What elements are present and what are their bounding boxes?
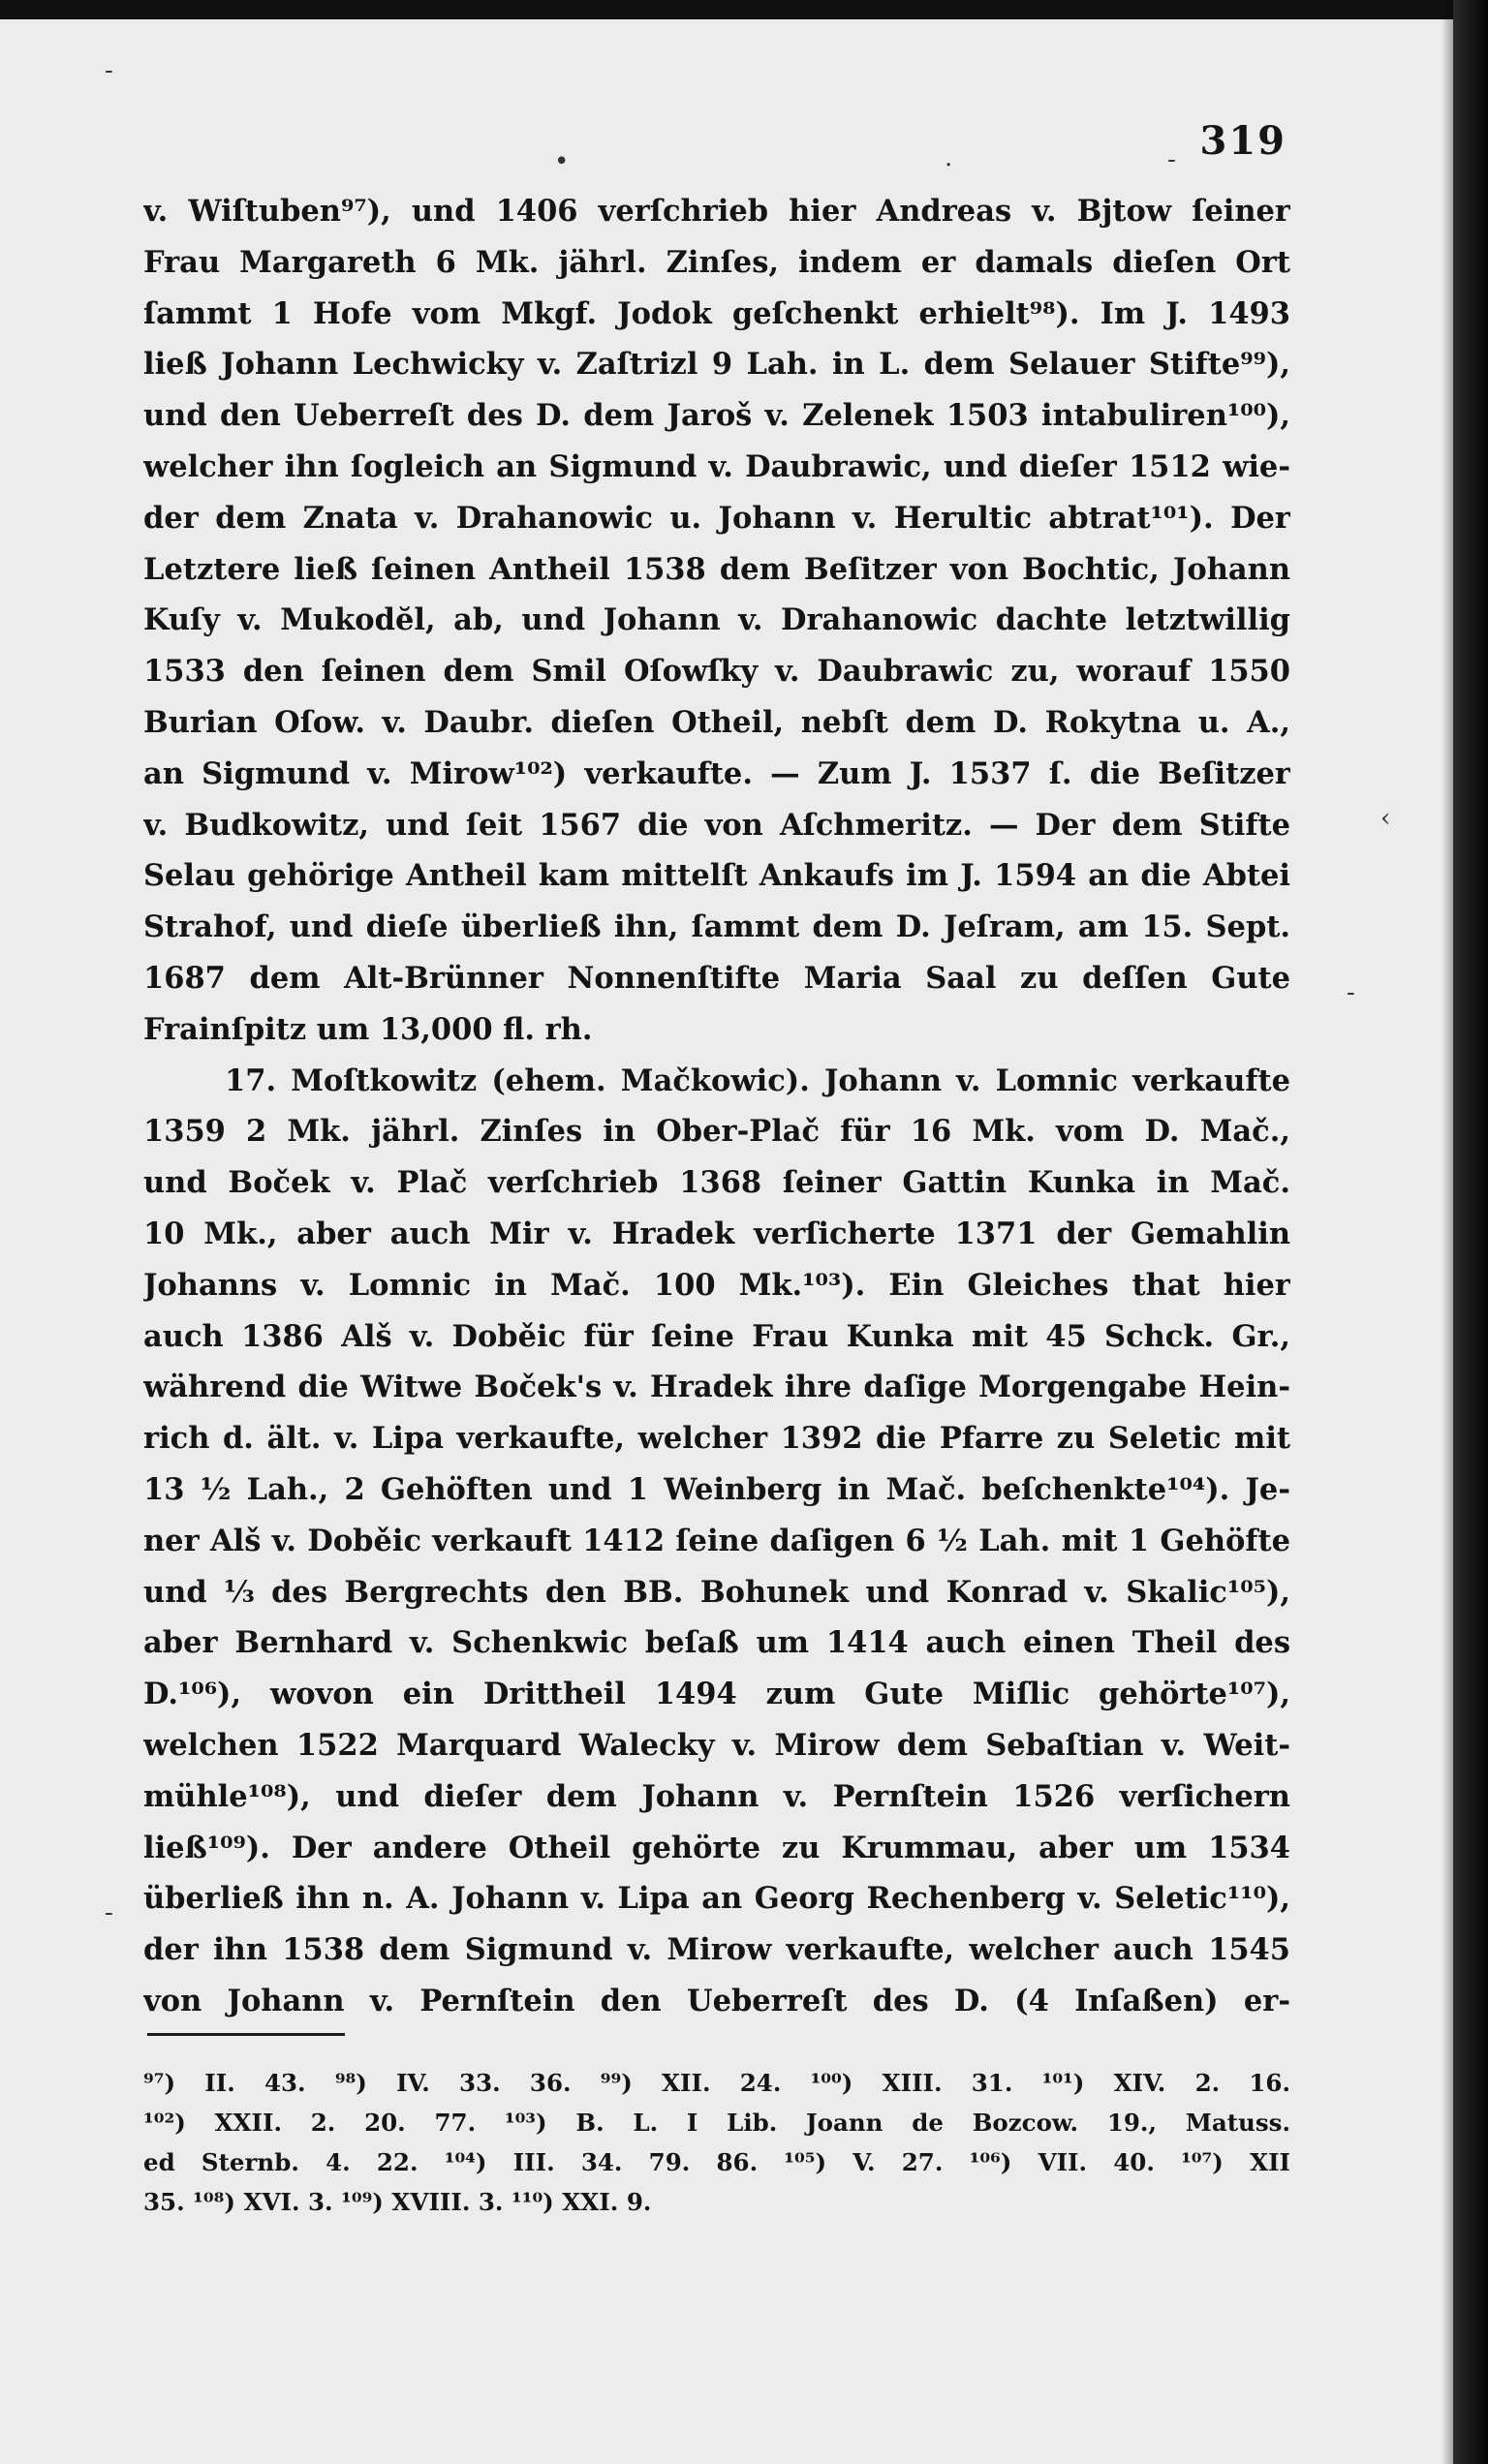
footnote-line: 35. ¹⁰⁸) XVI. 3. ¹⁰⁹) XVIII. 3. ¹¹⁰) XXI. 9. [143, 2188, 652, 2216]
text-line: 1687 dem Alt-Brünner Nonnenſtifte Maria Saal zu deſſen Gute [143, 960, 1290, 996]
text-line: welchen 1522 Marquard Walecky v. Mirow dem Sebaſtian v. Weit- [143, 1727, 1290, 1763]
text-line: rich d. ält. v. Lipa verkaufte, welcher 1392 die Pfarre zu Seletic mit [143, 1421, 1290, 1457]
text-line: Burian Oſow. v. Daubr. dieſen Otheil, nebſt dem D. Rokytna u. A., [143, 704, 1290, 740]
text-line: Johanns v. Lomnic in Mač. 100 Mk.¹⁰³). Ein Gleiches that hier [143, 1267, 1290, 1303]
scan-right-edge [1453, 0, 1488, 2464]
text-line: Kuſy v. Mukodĕl, ab, und Johann v. Drahanowic dachte letztwillig [143, 602, 1290, 638]
text-line: und Boček v. Plač verſchrieb 1368 ſeiner Gattin Kunka in Mač. [143, 1165, 1290, 1201]
footnote-line: ed Sternb. 4. 22. ¹⁰⁴) III. 34. 79. 86. ¹⁰⁵) V. 27. ¹⁰⁶) VII. 40. ¹⁰⁷) XII [143, 2148, 1290, 2176]
main-text [143, 186, 1290, 2027]
footnotes [143, 2063, 1290, 2222]
text-line: ließ¹⁰⁹). Der andere Otheil gehörte zu Krummau, aber um 1534 [143, 1830, 1290, 1865]
stray-mark: - [105, 1898, 113, 1927]
text-line: auch 1386 Alš v. Doběic für ſeine Frau Kunka mit 45 Schck. Gr., [143, 1318, 1290, 1354]
text-line: 1359 2 Mk. jährl. Zinſes in Ober-Plač für 16 Mk. vom D. Mač., [143, 1114, 1290, 1150]
text-line: Strahof, und dieſe überließ ihn, ſammt dem D. Jeſram, am 15. Sept. [143, 909, 1290, 945]
text-line: aber Bernhard v. Schenkwic beſaß um 1414 auch einen Theil des [143, 1625, 1290, 1661]
stray-mark: - [1167, 145, 1176, 174]
footnote-line: ¹⁰²) XXII. 2. 20. 77. ¹⁰³) B. L. I Lib. Joann de Bozcow. 19., Matuss. [143, 2109, 1290, 2137]
text-line: während die Witwe Boček's v. Hradek ihre daſige Morgengabe Hein- [143, 1370, 1290, 1405]
scan-top-edge [0, 0, 1488, 19]
text-line: welcher ihn ſogleich an Sigmund v. Daubrawic, und dieſer 1512 wie- [143, 448, 1290, 484]
stray-mark: . [945, 143, 953, 172]
stray-mark: - [1347, 978, 1355, 1007]
footnote-line: ⁹⁷) II. 43. ⁹⁸) IV. 33. 36. ⁹⁹) XII. 24. ¹⁰⁰) XIII. 31. ¹⁰¹) XIV. 2. 16. [143, 2069, 1290, 2097]
text-line: Letztere ließ ſeinen Antheil 1538 dem Beſitzer von Bochtic, Johann [143, 551, 1290, 587]
page-number: 319 [1199, 118, 1286, 164]
text-line: ließ Johann Lechwicky v. Zaſtrizl 9 Lah. in L. dem Selauer Stifte⁹⁹), [143, 347, 1290, 383]
stray-mark: ‹ [1380, 804, 1391, 833]
text-line: und den Ueberreſt des D. dem Jaroš v. Zelenek 1503 intabuliren¹⁰⁰), [143, 398, 1290, 434]
text-line: D.¹⁰⁶), wovon ein Drittheil 1494 zum Gute Miſlic gehörte¹⁰⁷), [143, 1677, 1290, 1712]
text-line: ſammt 1 Hofe vom Mkgf. Jodok geſchenkt erhielt⁹⁸). Im J. 1493 [143, 295, 1290, 331]
text-line: an Sigmund v. Mirow¹⁰²) verkaufte. — Zum J. 1537 ſ. die Beſitzer [143, 755, 1290, 791]
stray-mark: - [105, 56, 113, 85]
text-line: Selau gehörige Antheil kam mittelſt Ankaufs im J. 1594 an die Abtei [143, 858, 1290, 894]
text-line: überließ ihn n. A. Johann v. Lipa an Georg Rechenberg v. Seletic¹¹⁰), [143, 1881, 1290, 1917]
text-line: 10 Mk., aber auch Mir v. Hradek verſicherte 1371 der Gemahlin [143, 1216, 1290, 1251]
text-line: der ihn 1538 dem Sigmund v. Mirow verkaufte, welcher auch 1545 [143, 1932, 1290, 1968]
text-line: 13 ½ Lah., 2 Gehöften und 1 Weinberg in Mač. beſchenkte¹⁰⁴). Je- [143, 1471, 1290, 1507]
text-line: v. Budkowitz, und ſeit 1567 die von Aſchmeritz. — Der dem Stifte [143, 807, 1290, 843]
text-line: Frau Margareth 6 Mk. jährl. Zinſes, indem er damals dieſen Ort [143, 244, 1290, 280]
text-line: v. Wiſtuben⁹⁷), und 1406 verſchrieb hier Andreas v. Bjtow ſeiner [143, 194, 1290, 229]
text-line: mühle¹⁰⁸), und dieſer dem Johann v. Pernſtein 1526 verſichern [143, 1778, 1290, 1814]
text-line: ner Alš v. Doběic verkauft 1412 ſeine daſigen 6 ½ Lah. mit 1 Gehöfte [143, 1523, 1290, 1558]
footnote-divider [147, 2033, 345, 2036]
text-line: und ⅓ des Bergrechts den BB. Bohunek und Konrad v. Skalic¹⁰⁵), [143, 1574, 1290, 1610]
text-line: Frainſpitz um 13,000 fl. rh. [143, 1011, 593, 1047]
text-line: 1533 den ſeinen dem Smil Oſowſky v. Daubrawic zu, worauf 1550 [143, 654, 1290, 690]
section-heading-line: 17. Moſtkowitz (ehem. Mačkowic). Johann v. Lomnic verkaufte [225, 1063, 1290, 1098]
text-line: der dem Znata v. Drahanowic u. Johann v. Herultic abtrat¹⁰¹). Der [143, 500, 1290, 536]
stray-mark: • [554, 147, 570, 176]
text-line: von Johann v. Pernſtein den Ueberreſt des D. (4 Inſaßen) er- [143, 1983, 1290, 2018]
